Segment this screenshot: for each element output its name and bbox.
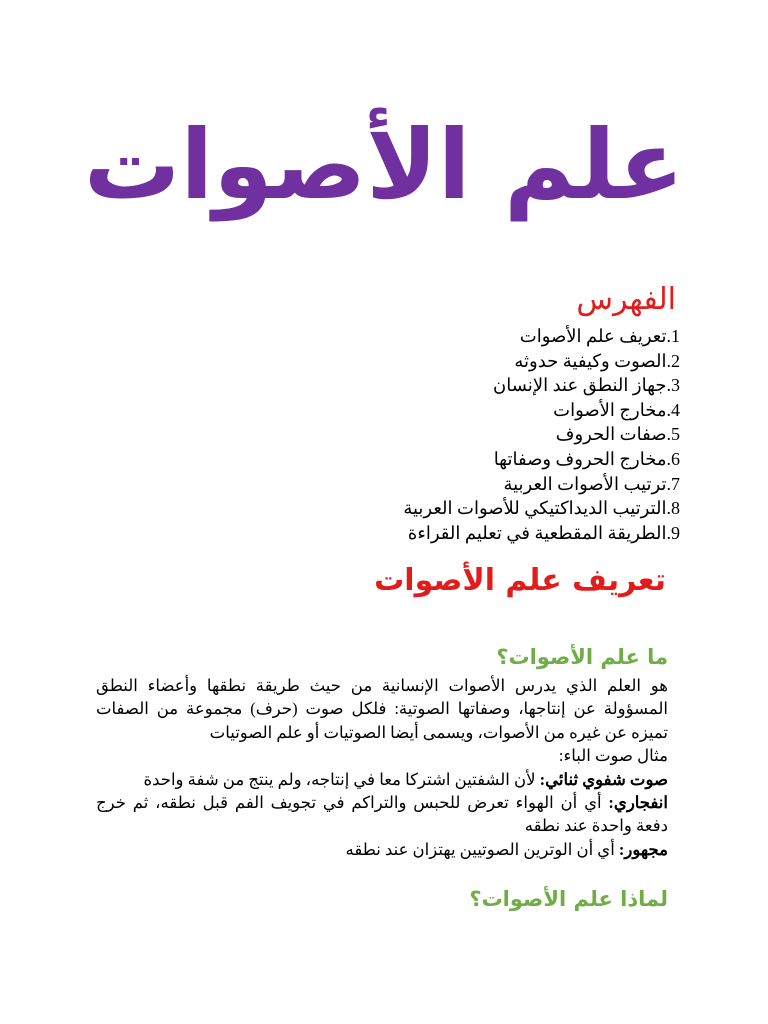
toc-item: 4.مخارج الأصوات [553,399,680,420]
section-heading: تعريف علم الأصوات [374,563,666,598]
toc-item: 8.الترتيب الديداكتيكي للأصوات العربية [403,498,680,519]
toc-item: 6.مخارج الحروف وصفاتها [493,448,680,469]
subheading-what: ما علم الأصوات؟ [496,645,668,669]
example-intro: مثال صوت الباء: [558,746,668,766]
section-body [96,674,668,861]
toc-item: 5.صفات الحروف [555,424,680,445]
feature-term: انفجاري: [608,793,668,813]
table-of-contents [403,324,680,545]
subheading-why: لماذا علم الأصوات؟ [469,887,668,911]
toc-heading: الفهرس [576,282,676,317]
feature-term: مجهور: [618,839,668,859]
feature-text: أي أن الوترين الصوتيين يهتزان عند نطقه [345,839,619,859]
definition-paragraph: هو العلم الذي يدرس الأصوات الإنسانية من حيث طريقة نطقها وأعضاء النطق المسؤولة عن إنتاجها، وصفاتها الصوتية: فلكل صوت (حرف) مجموعة من الصفات تميزه عن غيره من الأصوات، ويسمى أيضا الصوتيات أو علم الصوتيات [96,676,668,742]
toc-item: 1.تعريف علم الأصوات [519,326,680,346]
feature-item [96,768,668,791]
feature-item [96,838,668,861]
toc-item: 7.ترتيب الأصوات العربية [503,473,680,494]
feature-text: لأن الشفتين اشتركا معا في إنتاجه، ولم ينتج من شفة واحدة [143,769,540,789]
page-title: علم الأصوات [83,109,685,221]
feature-term: صوت شفوي ثنائي: [539,769,668,789]
toc-item: 2.الصوت وكيفية حدوثه [514,350,680,371]
toc-item: 9.الطريقة المقطعية في تعليم القراءة [407,522,680,543]
feature-item [96,791,668,838]
feature-text: أي أن الهواء تعرض للحبس والتراكم في تجويف الفم قبل نطقه، ثم خرج دفعة واحدة عند نطقه [96,793,668,836]
toc-item: 3.جهاز النطق عند الإنسان [493,375,680,396]
